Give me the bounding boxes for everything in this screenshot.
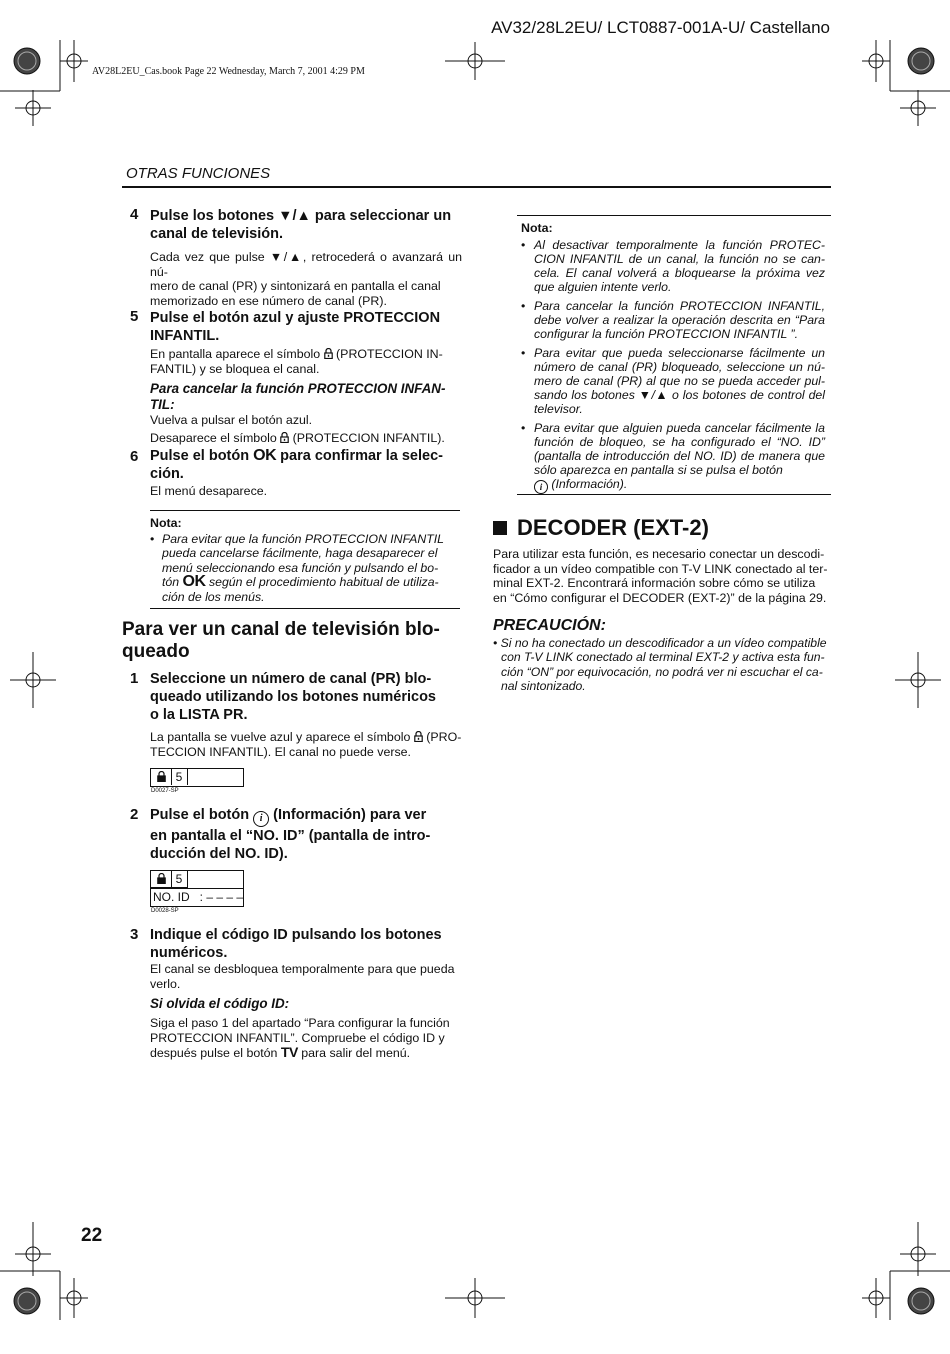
forgot-body: PROTECCION INFANTIL”. Compruebe el código ID y: [150, 1030, 445, 1045]
right-note: [521, 221, 825, 499]
step-title: [150, 447, 462, 465]
step-title: queado utilizando los botones numéricos: [150, 689, 436, 705]
note-line: ción de los menús.: [162, 589, 265, 604]
cancel-heading: TIL:: [150, 397, 175, 412]
note-item: • Para evitar que pueda seleccionarse fácilmente un número de canal (PR) bloqueado, seleccione un nú-mero de canal (PR) al que no se pueda acceder pul-sando los botones ▼/▲ o los botones de control del televisor.: [521, 346, 825, 416]
note-line: Para evitar que la función PROTECCION INFANTIL: [162, 532, 445, 546]
step-number: 2: [130, 806, 139, 823]
step-body-text: La pantalla se vuelve azul y aparece el símbolo: [150, 730, 411, 744]
padlock-icon: [157, 771, 166, 782]
step-title: en pantalla el “NO. ID” (pantalla de intro-: [150, 828, 431, 844]
step-title-text: Pulse el botón: [150, 448, 250, 464]
note-rule-bottom: [150, 608, 460, 609]
step-title: Pulse los botones ▼/▲ para seleccionar un: [150, 208, 452, 224]
info-button-icon: i: [253, 811, 269, 827]
left-note: [150, 516, 462, 604]
channel-number: 5: [171, 769, 188, 785]
ok-button-glyph: OK: [253, 447, 277, 464]
subheading-line: queado: [122, 641, 190, 662]
subheading-line: Para ver un canal de televisión blo-: [122, 619, 440, 640]
figure-code: D0027-SP: [151, 788, 179, 794]
decoder-body: minal EXT-2. Encontrará información sobre cómo se utiliza: [493, 576, 816, 590]
step-body: El canal se desbloquea temporalmente para que pueda: [150, 962, 455, 976]
decoder-title: DECODER (EXT-2): [517, 515, 709, 540]
step-title: ducción del NO. ID).: [150, 846, 288, 862]
no-id-field: NO. ID : – – – –: [153, 890, 244, 904]
substep-1: [150, 670, 462, 759]
note-line: [162, 575, 462, 589]
cancel-body-text: (PROTECCION INFANTIL).: [292, 430, 445, 445]
section-title: OTRAS FUNCIONES: [126, 165, 271, 182]
note-title: Nota:: [521, 221, 553, 235]
decoder-section: [493, 515, 831, 693]
note-text: según el procedimiento habitual de utiliza-: [208, 575, 439, 590]
note-rule-top: [517, 215, 831, 216]
subheading: [122, 619, 462, 663]
padlock-icon: [414, 731, 423, 742]
note-text: tón: [162, 575, 180, 590]
caution-line: • Si no ha conectado un descodificador a un vídeo compatible: [493, 636, 827, 650]
note-item: • Al desactivar temporalmente la función PROTEC-CION INFANTIL de un canal, la función no se can-cela. El canal volverá a bloquearse la próxima vez que alguien intente verlo.: [521, 238, 825, 294]
step-number: 5: [130, 308, 139, 325]
caution-body: [493, 636, 831, 693]
no-id-display: [150, 870, 244, 907]
padlock-cell: [151, 769, 172, 785]
note-rule-bottom: [517, 494, 831, 495]
step-title: Indique el código ID pulsando los botones: [150, 927, 442, 943]
cancel-body: Vuelva a pulsar el botón azul.: [150, 413, 313, 427]
section-rule: [122, 186, 831, 188]
cancel-body: [150, 431, 462, 446]
cancel-heading: Para cancelar la función PROTECCION INFAN-: [150, 381, 446, 396]
note-line: pueda cancelarse fácilmente, haga desaparecer el: [162, 546, 438, 561]
step-5: [150, 309, 462, 445]
caution-line: con T-V LINK conectado al terminal EXT-2 y activa esta fun-: [501, 650, 825, 665]
step-body: mero de canal (PR) y sintonizará en pantalla el canal: [150, 279, 441, 293]
ok-button-glyph: OK: [182, 573, 206, 591]
step-title: o la LISTA PR.: [150, 707, 248, 723]
step-body: [150, 347, 462, 362]
forgot-text: para salir del menú.: [301, 1046, 411, 1060]
note-item: [521, 421, 825, 494]
forgot-body: Siga el paso 1 del apartado “Para configurar la función: [150, 1016, 450, 1030]
note-text: (Información).: [551, 477, 628, 491]
decoder-body: Para utilizar esta función, es necesario conectar un descodi-: [493, 547, 825, 561]
info-button-icon: i: [534, 480, 548, 494]
substep-3: [150, 926, 462, 1061]
step-title-text: Pulse el botón: [150, 807, 250, 823]
note-item: • Para cancelar la función PROTECCION INFANTIL, debe volver a realizar la operación descrita en “Para configurar la función PROTECCION INFANTIL ”.: [521, 299, 825, 341]
figure-code: D0028-SP: [151, 908, 179, 914]
note-list: [521, 238, 825, 494]
step-body-text: (PRO-: [426, 730, 462, 744]
note-text: Para evitar que alguien pueda cancelar fácilmente la función de bloqueo, se ha configurado el “NO. ID” (pantalla de introducción del NO. ID) de manera que sólo aparezca en pantalla si se pulsa el botón: [534, 421, 825, 477]
step-title: INFANTIL.: [150, 328, 220, 344]
step-body: [150, 730, 462, 745]
cancel-body-text: Desaparece el símbolo: [150, 430, 277, 445]
step-number: 3: [130, 926, 139, 943]
step-body: memorizado en ese número de canal (PR).: [150, 293, 387, 308]
step-number: 4: [130, 206, 139, 223]
step-title: [150, 806, 462, 827]
forgot-text: después pulse el botón: [150, 1046, 278, 1060]
decoder-body: en “Cómo configurar el DECODER (EXT-2)” de la página 29.: [493, 590, 827, 605]
step-title: numéricos.: [150, 945, 228, 961]
note-title: Nota:: [150, 516, 182, 530]
step-title: ción.: [150, 466, 184, 482]
padlock-icon: [324, 348, 333, 359]
square-bullet-icon: [493, 521, 507, 535]
step-body: FANTIL) y se bloquea el canal.: [150, 361, 320, 376]
tv-button-glyph: TV: [280, 1044, 298, 1060]
bullet-glyph: •: [150, 532, 155, 546]
locked-channel-display: [150, 768, 244, 787]
step-title: Seleccione un número de canal (PR) blo-: [150, 671, 432, 687]
substep-2: [150, 806, 462, 863]
forgot-body: [150, 1045, 462, 1061]
step-6: [150, 447, 462, 499]
step-title: Pulse el botón azul y ajuste PROTECCION: [150, 310, 441, 326]
note-line: menú seleccionando esa función y pulsando el bo-: [162, 560, 439, 575]
step-body: El menú desaparece.: [150, 484, 268, 498]
book-file-line: AV28L2EU_Cas.book Page 22 Wednesday, March 7, 2001 4:29 PM: [92, 66, 365, 77]
step-title-text: para confirmar la selec-: [280, 448, 443, 464]
padlock-icon: [280, 432, 289, 443]
step-number: 6: [130, 448, 139, 465]
step-title: canal de televisión.: [150, 226, 283, 242]
step-number: 1: [130, 670, 139, 687]
decoder-heading: [493, 515, 831, 541]
document-reference: AV32/28L2EU/ LCT0887-001A-U/ Castellano: [491, 18, 830, 37]
caution-line: ción “ON” por equivocación, no podrá ver ni escuchar el ca-: [501, 664, 823, 679]
channel-number: 5: [171, 871, 188, 888]
padlock-cell: [151, 871, 172, 888]
step-title-text: (Información) para ver: [273, 807, 427, 823]
padlock-icon: [157, 873, 166, 884]
forgot-heading: Si olvida el código ID:: [150, 996, 290, 1011]
step-body: TECCION INFANTIL). El canal no puede verse.: [150, 744, 411, 759]
step-4: [150, 207, 462, 308]
step-body-text: (PROTECCION IN-: [336, 347, 443, 361]
note-rule-top: [150, 510, 460, 511]
caution-line: nal sintonizado.: [501, 678, 586, 693]
step-body: verlo.: [150, 976, 181, 991]
decoder-body: ficador a un vídeo compatible con T-V LINK conectado al ter-: [493, 561, 828, 576]
step-body-text: En pantalla aparece el símbolo: [150, 347, 321, 361]
note-item: [150, 532, 462, 604]
page-number: 22: [81, 1225, 103, 1246]
caution-title: PRECAUCIÓN:: [493, 617, 606, 634]
step-body: Cada vez que pulse ▼/▲, retrocederá o avanzará un nú-: [150, 250, 462, 279]
